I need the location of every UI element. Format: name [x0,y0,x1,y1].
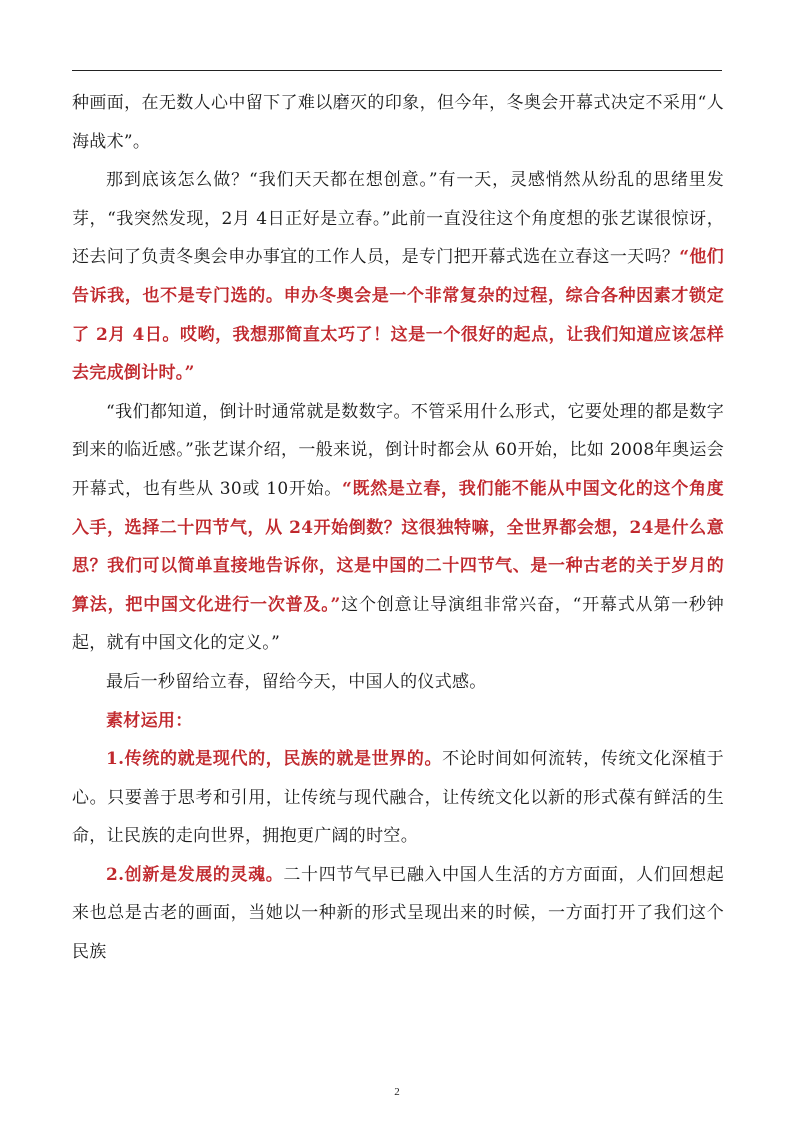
highlight-quote: “既然是立春，我们能不能从中国文化的这个角度入手，选择二十四节气，从 24开始倒数？这很独特嘛，全世界都会想，24是什么意思？我们可以简单直接地告诉你，这是中国的二十四节气、是一种古老的关于岁月的算法，把中国文化进行一次普及。” [72,478,724,615]
point-1 [72,740,724,856]
point-1-body: 不论时间如何流转，传统文化深植于心。只要善于思考和引用，让传统与现代融合，让传统文化以新的形式葆有鲜活的生命，让民族的走向世界，拥抱更广阔的时空。 [72,749,724,847]
text-segment: 最后一秒留给立春，留给今天，中国人的仪式感。 [106,671,487,692]
point-2-body: 二十四节气早已融入中国人生活的方方面面，人们回想起来也总是古老的画面，当她以一种新的形式呈现出来的时候，一方面打开了我们这个民族 [72,864,725,963]
section-heading-text: 素材运用： [106,710,193,731]
text-segment: 这个创意让导演组非常兴奋，“开幕式从第一秒钟起，就有中国文化的定义。” [72,594,725,654]
paragraph-4 [72,663,724,702]
section-heading [72,702,724,741]
text-segment: “我们都知道，倒计时通常就是数数字。不管采用什么形式，它要处理的都是数字到来的临近感。”张艺谋介绍，一般来说，倒计时都会从 60开始，比如 2008年奥运会开幕式，也有些从 30或 10开始。 [72,401,724,499]
header-rule [72,70,722,71]
paragraph-3 [72,393,724,663]
text-segment: 种画面，在无数人心中留下了难以磨灭的印象，但今年，冬奥会开幕式决定不采用“人海战术”。 [72,93,724,152]
point-2 [72,856,724,972]
point-1-title: 1.传统的就是现代的，民族的就是世界的。 [106,749,443,770]
highlight-quote: “他们告诉我，也不是专门选的。申办冬奥会是一个非常复杂的过程，综合各种因素才锁定了 2月 4日。哎哟，我想那简直太巧了！这是一个很好的起点，让我们知道应该怎样去完成倒计时。” [72,247,724,384]
point-2-title: 2.创新是发展的灵魂。 [106,864,284,885]
text-segment: 那到底该怎么做？“我们天天都在想创意。”有一天，灵感悄然从纷乱的思绪里发芽，“我突然发现，2月 4日正好是立春。”此前一直没往这个角度想的张艺谋很惊讶，还去问了负责冬奥会申办事宜的工作人员，是专门把开幕式选在立春这一天吗？ [72,170,724,268]
page-number: 2 [394,1086,400,1098]
paragraph-1 [72,84,724,161]
document-body [72,84,724,972]
paragraph-2 [72,161,724,393]
